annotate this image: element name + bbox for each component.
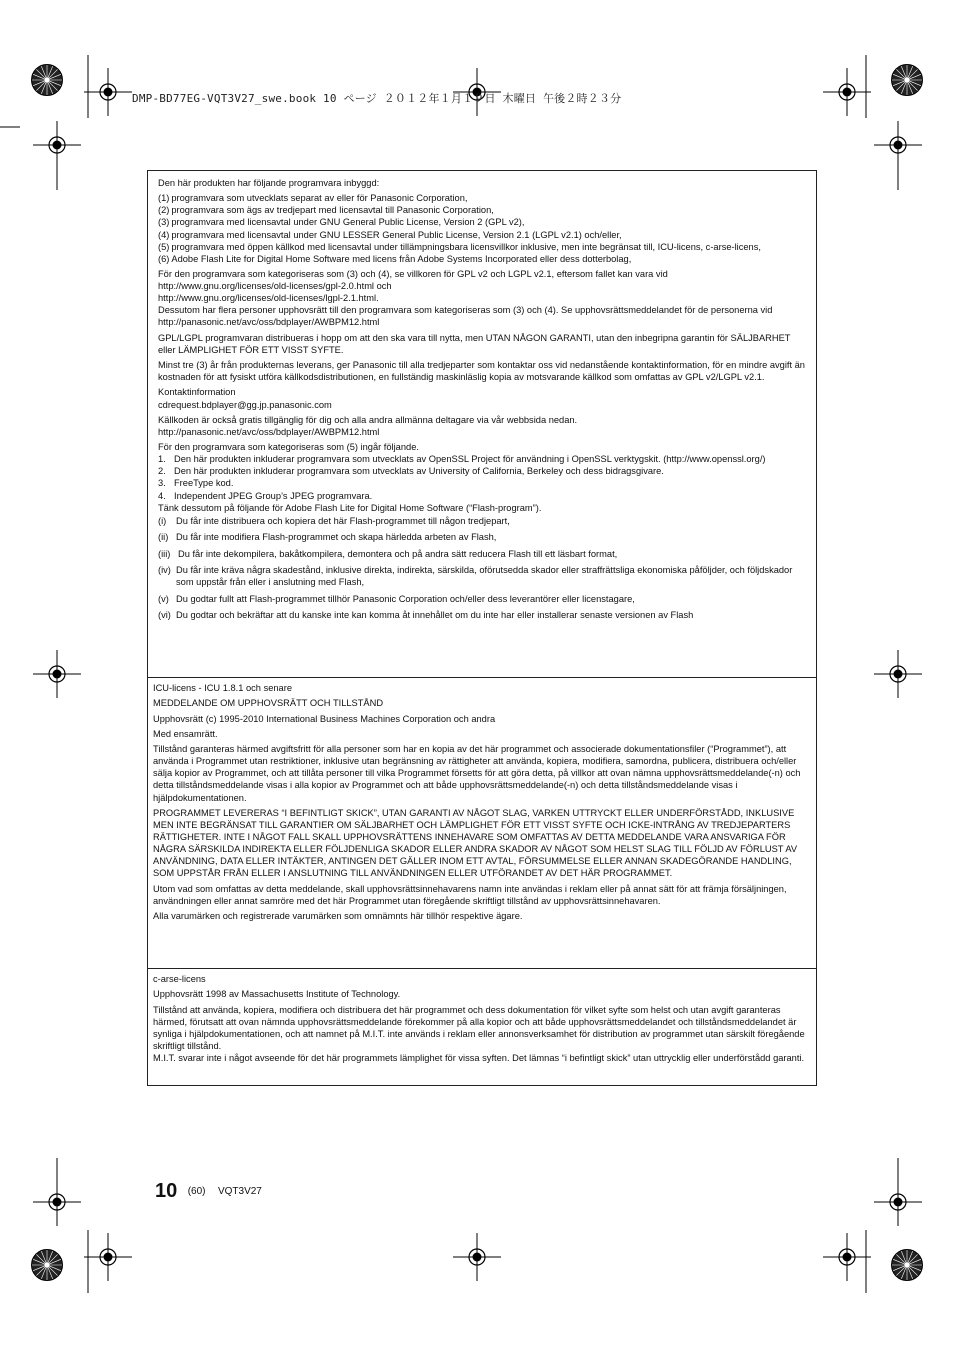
list-item: 1. Den här produkten inkluderar programvara som utvecklats av OpenSSL Project för användning i OpenSSL verktygskit. (http://www.openssl.org/) xyxy=(158,454,766,465)
doc-code: VQT3V27 xyxy=(217,1186,262,1197)
page-sub-number: (60) xyxy=(187,1186,206,1197)
list-item: (iv) Du får inte kräva några skadestånd, inklusive direkta, indirekta, särskilda, oförutsedda skador eller straffrättsliga ekonomiska påföljder, och följdskador som uppstår från eller i anslutning med Flash, xyxy=(158,565,793,588)
icu-name-usage: Utom vad som omfattas av detta meddelande, skall upphovsrättsinnehavarens namn inte användas i reklam eller på annat sätt för att främja försäljningen, användningen eller annat samröre med det här Programmet utan föregående skriftligt tillstånd av upphovsrättsinnehavaren. xyxy=(153,883,787,906)
contact-block: Kontaktinformation cdrequest.bdplayer@gg.jp.panasonic.com xyxy=(158,387,332,410)
gpl-paragraph: För den programvara som kategoriseras som (3) och (4), se villkoren för GPL v2 och LGPL v2.1, eftersom fallet kan vara vid http://www.gnu.org/licenses/old-licenses/gpl-2.0.html och http://www.gnu.org/licenses/old-licenses/lgpl-2.1.html. Dessutom har flera personer upphovsrätt till den programvara som kategoriseras som (3) och (4). Se upphovsrättsmeddelandet för de personerna vid http://panasonic.net/avc/oss/bdplayer/AWBPM12.html xyxy=(158,268,773,328)
list-item: (5) programvara med öppen källkod med licensavtal under tillämpningsbara licensvillkor inklusive, men inte begränsat till, ICU-licens, c-arse-licens, xyxy=(158,241,761,252)
gpl-url: http://www.gnu.org/licenses/old-licenses/gpl-2.0.html och xyxy=(158,280,392,291)
list-item: (i) Du får inte distribuera och kopiera det här Flash-programmet till någon tredjepart, xyxy=(158,515,510,526)
icu-copyright: Upphovsrätt (c) 1995-2010 International Business Machines Corporation och andra xyxy=(153,713,496,724)
icu-title: ICU-licens - ICU 1.8.1 och senare xyxy=(153,683,292,693)
software-list xyxy=(158,192,810,265)
contact-email: cdrequest.bdplayer@gg.jp.panasonic.com xyxy=(158,399,332,410)
oss-url-2: http://panasonic.net/avc/oss/bdplayer/AWBPM12.html xyxy=(158,426,380,437)
icu-rights: Med ensamrätt. xyxy=(153,728,218,739)
oss-url: http://panasonic.net/avc/oss/bdplayer/AWBPM12.html xyxy=(158,317,380,328)
c-arse-license-section xyxy=(147,968,817,1086)
category5-list xyxy=(158,453,810,501)
page-footer xyxy=(155,1180,262,1203)
list-item: (1) programvara som utvecklats separat av eller för Panasonic Corporation, xyxy=(158,193,468,204)
mit-permission: Tillstånd att använda, kopiera, modifiera och distribuera det här programmet och dess dokumentation för vilket syfte som helst och utan avgift garanteras härmed, förutsatt att ovan nämnda upphovsrättsmeddelande förekommer på alla kopior och att både upphovsrättsmeddelandet och tillståndsmeddelandet är synliga i hjälpdokumentationen, och att namnet på M.I.T. inte används i reklam eller annonsverksamhet för distribution av programmet utan särskilt föregående skriftligt tillstånd. M.I.T. svarar inte i något avseende för det här programmets lämplighet för vissa syften. Det lämnas “i befintligt skick” utan uttrycklig eller underförstådd garanti. xyxy=(153,1004,805,1063)
print-header: DMP-BD77EG-VQT3V27_swe.book 10 ページ ２０１２年１月１９日 木曜日 午後２時２３分 xyxy=(132,92,622,105)
icu-notice-heading: MEDDELANDE OM UPPHOVSRÄTT OCH TILLSTÅND xyxy=(153,698,384,709)
icu-disclaimer: PROGRAMMET LEVERERAS “I BEFINTLIGT SKICK”, UTAN GARANTI AV NÅGOT SLAG, VARKEN UTTRYCKT ELLER UNDERFÖRSTÅDD, INKLUSIVE MEN INTE BEGRÄNSAT TILL GARANTIER OM SÄLJBARHET OCH LÄMPLIGHET FÖR ETT VISST SYFTE OCH ICKE-INTRÅNG AV TREDJEPARTERS RÄTTIGHETER. INTE I NÅGOT FALL SKALL UPPHOVSRÄTTENS INNEHAVARE SOM OMFATTAS AV DETTA MEDDELANDE VARA ANSVARIGA FÖR NÅGRA SÄRSKILDA INDIREKTA ELLER FÖLJDENLIGA SKADOR ELLER ANDRA SKADOR AV NÅGOT SOM HELST SLAG TILL FÖLJD AV FÖRLUST AV ANVÄNDNING, DATA ELLER INTÄKTER, ANTINGEN DET GÄLLER INOM ETT AVTAL, FÖRSUMMELSE ELLER ANNAN SKADEGÖRANDE HANDLING, SOM UPPSTÅR FRÅN ELLER I ANSLUTNING TILL ANVÄNDNINGEN ELLER UTFÖRANDET AV DET HÄR PROGRAMMET. xyxy=(153,807,798,879)
c-arse-title: c-arse-licens xyxy=(153,974,206,984)
flash-intro: Tänk dessutom på följande för Adobe Flash Lite for Digital Home Software (“Flash-program”). xyxy=(158,502,542,513)
list-item: (vi) Du godtar och bekräftar att du kanske inte kan komma åt innehållet om du inte har eller installerar senaste versionen av Flash xyxy=(158,610,694,621)
icu-trademarks: Alla varumärken och registrerade varumärken som omnämnts här tillhör respektive ägare. xyxy=(153,910,523,921)
page-number: 10 xyxy=(155,1180,178,1202)
category5-intro: För den programvara som kategoriseras som (5) ingår följande. xyxy=(158,442,419,453)
list-item: (ii) Du får inte modifiera Flash-programmet och skapa härledda arbeten av Flash, xyxy=(158,532,497,543)
list-item: (2) programvara som ägs av tredjepart med licensavtal till Panasonic Corporation, xyxy=(158,205,494,216)
icu-license-section xyxy=(147,677,817,969)
lgpl-url: http://www.gnu.org/licenses/old-licenses/lgpl-2.1.html. xyxy=(158,293,379,304)
list-item: (iii) Du får inte dekompilera, bakåtkompilera, demontera och på andra sätt reducera Flash till ett läsbart format, xyxy=(158,548,618,559)
source-offer-paragraph: Minst tre (3) år från produkternas leverans, ger Panasonic till alla tredjeparter som kontaktar oss vid nedanstående kontaktinformation, för en mindre avgift än kostnaden för att fysiskt utföra källkodsdistributionen, en fullständig maskinläslig kopia av motsvarande källkod som omfattas av GPL v2/LGPL v2.1. xyxy=(158,360,805,383)
intro-text: Den här produkten har följande programvara inbyggd: xyxy=(158,178,380,188)
list-item: (3) programvara med licensavtal under GNU General Public License, Version 2 (GPL v2), xyxy=(158,217,525,228)
list-item: (6) Adobe Flash Lite for Digital Home Software med licens från Adobe Systems Incorporated eller dess dotterbolag, xyxy=(158,253,632,264)
icu-permission: Tillstånd garanteras härmed avgiftsfritt för alla personer som har en kopia av det här programmet och associerade dokumentationsfiler (“Programmet”), att använda i Programmet utan restriktioner, inklusive utan begränsning av rättigheter att använda, kopiera, modifiera, samordna, publicera, distribuera och/eller sälja kopior av Programmet, och att tillåta personer till vilka Programmet försetts för att göra detta, på villkor att ovan nämna upphovsrättsmeddelande(-n) och detta tillståndsmeddelande visas i alla kopior av Programmet och att både upphovsrättsmeddelande(-n) och detta tillståndsmeddelande visas i hjälpdokumentationen. xyxy=(153,744,801,803)
mit-copyright: Upphovsrätt 1998 av Massachusetts Institute of Technology. xyxy=(153,989,401,1000)
list-item: 3. FreeType kod. xyxy=(158,478,234,489)
list-item: 2. Den här produkten inkluderar programvara som utvecklats av University of California, Berkeley och dess bidragsgivare. xyxy=(158,466,664,477)
flash-terms-list xyxy=(158,515,810,622)
list-item: (v) Du godtar fullt att Flash-programmet tillhör Panasonic Corporation och/eller dess leverantörer eller licenstagare, xyxy=(158,593,635,604)
software-license-section xyxy=(147,170,817,678)
warranty-paragraph: GPL/LGPL programvaran distribueras i hopp om att den ska vara till nytta, men UTAN NÅGON GARANTI, utan den inbegripna garantin för SÄLJBARHET eller LÄMPLIGHET FÖR ETT VISST SYFTE. xyxy=(158,332,791,355)
mit-disclaimer: M.I.T. svarar inte i något avseende för det här programmets lämplighet för vissa syften. Det lämnas “i befintligt skick” utan uttrycklig eller underförstådd garanti. xyxy=(153,1052,805,1063)
list-item: 4. Independent JPEG Group’s JPEG programvara. xyxy=(158,490,373,501)
free-source-paragraph: Källkoden är också gratis tillgänglig för dig och alla andra allmänna deltagare via vår webbsida nedan. http://panasonic.net/avc/oss/bdplayer/AWBPM12.html xyxy=(158,414,578,437)
list-item: (4) programvara med licensavtal under GNU LESSER General Public License, Version 2.1 (LGPL v2.1) och/eller, xyxy=(158,229,622,240)
